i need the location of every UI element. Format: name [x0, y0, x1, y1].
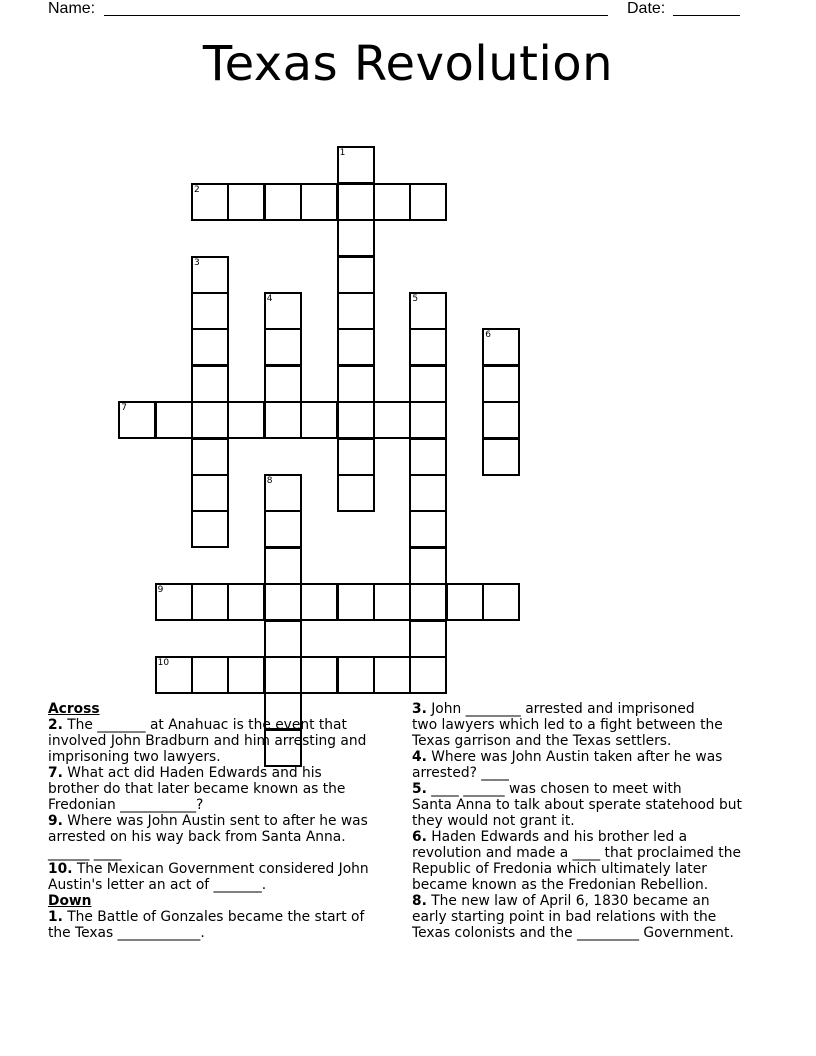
clue-line — [412, 797, 772, 813]
crossword-cell[interactable] — [337, 146, 375, 184]
clue-line — [412, 893, 772, 909]
clue-item — [412, 893, 772, 941]
clue-item-number: 7. — [48, 765, 63, 781]
crossword-cell[interactable] — [191, 365, 229, 403]
down-clue-list-continued — [412, 701, 772, 941]
clue-item-number: 10. — [48, 861, 73, 877]
clues-left-column — [48, 701, 398, 941]
crossword-cell[interactable] — [191, 183, 229, 221]
crossword-cell[interactable] — [409, 547, 447, 585]
crossword-cell[interactable] — [227, 401, 265, 439]
clue-item — [48, 717, 398, 765]
clue-number: 7 — [121, 403, 127, 414]
clue-number: 9 — [157, 585, 164, 596]
crossword-cell[interactable] — [264, 656, 302, 694]
clue-line — [412, 813, 772, 829]
clue-text: early starting point in bad relations with the — [412, 909, 717, 925]
crossword-cell[interactable] — [300, 183, 338, 221]
crossword-cell[interactable] — [409, 474, 447, 512]
crossword-cell[interactable] — [191, 656, 229, 694]
clue-text: brother do that later became known as the — [48, 781, 346, 797]
clue-item-number: 5. — [412, 781, 427, 797]
down-heading: Down — [48, 893, 92, 909]
clue-item-number: 9. — [48, 813, 63, 829]
clue-text: two lawyers which led to a fight between the — [412, 717, 723, 733]
clue-line — [412, 701, 772, 717]
crossword-cell[interactable] — [409, 583, 447, 621]
clue-item-number: 3. — [412, 701, 427, 717]
crossword-cell[interactable] — [409, 328, 447, 366]
crossword-cell[interactable] — [155, 656, 193, 694]
clue-text: What act did Haden Edwards and his — [67, 765, 322, 781]
crossword-cell[interactable] — [337, 292, 375, 330]
crossword-cell[interactable] — [482, 365, 520, 403]
clue-item — [48, 765, 398, 813]
crossword-cell[interactable] — [337, 401, 375, 439]
crossword-cell[interactable] — [446, 583, 484, 621]
crossword-cell[interactable] — [373, 183, 411, 221]
clue-text: Where was John Austin taken after he was — [431, 749, 723, 765]
clue-item — [48, 909, 398, 941]
crossword-cell[interactable] — [337, 219, 375, 257]
clue-line — [48, 813, 398, 829]
clue-text: Haden Edwards and his brother led a — [431, 829, 688, 845]
crossword-cell[interactable] — [300, 656, 338, 694]
clue-text: The Battle of Gonzales became the start of — [67, 909, 365, 925]
crossword-cell[interactable] — [227, 583, 265, 621]
crossword-cell[interactable] — [409, 438, 447, 476]
clue-line — [48, 797, 398, 813]
clue-text: The new law of April 6, 1830 became an — [431, 893, 710, 909]
clue-text: Fredonian ___________? — [48, 797, 204, 813]
clue-line — [412, 765, 772, 781]
crossword-cell[interactable] — [227, 183, 265, 221]
crossword-cell[interactable] — [264, 547, 302, 585]
crossword-cell[interactable] — [155, 583, 193, 621]
crossword-cell[interactable] — [264, 510, 302, 548]
crossword-cell[interactable] — [191, 292, 229, 330]
crossword-cell[interactable] — [373, 401, 411, 439]
clue-item-number: 2. — [48, 717, 63, 733]
crossword-cell[interactable] — [191, 401, 229, 439]
crossword-cell[interactable] — [191, 474, 229, 512]
clue-text: the Texas ____________. — [48, 925, 205, 941]
crossword-cell[interactable] — [191, 328, 229, 366]
crossword-cell[interactable] — [264, 328, 302, 366]
clue-line — [48, 861, 398, 877]
crossword-cell[interactable] — [409, 510, 447, 548]
across-heading: Across — [48, 701, 100, 717]
clue-text: became known as the Fredonian Rebellion. — [412, 877, 709, 893]
clue-line — [412, 845, 772, 861]
clue-item — [412, 701, 772, 749]
clue-text: they would not grant it. — [412, 813, 575, 829]
crossword-cell[interactable] — [300, 401, 338, 439]
clue-item — [412, 781, 772, 829]
crossword-cell[interactable] — [191, 438, 229, 476]
clue-number: 10 — [157, 658, 170, 668]
clue-text: John ________ arrested and imprisoned — [431, 701, 695, 717]
crossword-cell[interactable] — [191, 583, 229, 621]
clue-line — [412, 749, 772, 765]
clue-line — [48, 877, 398, 893]
clue-line — [412, 877, 772, 893]
crossword-cell[interactable] — [337, 474, 375, 512]
clue-line — [412, 717, 772, 733]
clue-number: 8 — [266, 476, 273, 486]
date-label: Date: — [627, 0, 666, 17]
crossword-cell[interactable] — [227, 656, 265, 694]
crossword-cell[interactable] — [337, 365, 375, 403]
clue-item — [412, 829, 772, 893]
clue-line — [48, 733, 398, 749]
clue-line — [48, 781, 398, 797]
crossword-cell[interactable] — [373, 656, 411, 694]
clue-text: Republic of Fredonia which ultimately later — [412, 861, 707, 877]
crossword-cell[interactable] — [337, 656, 375, 694]
crossword-cell[interactable] — [264, 292, 302, 330]
clue-item-number: 8. — [412, 893, 427, 909]
crossword-cell[interactable] — [409, 292, 447, 330]
crossword-cell[interactable] — [482, 328, 520, 366]
crossword-cell[interactable] — [337, 183, 375, 221]
crossword-cell[interactable] — [191, 256, 229, 294]
clue-line — [412, 909, 772, 925]
crossword-cell[interactable] — [409, 365, 447, 403]
clue-number: 1 — [339, 148, 346, 159]
clue-item-number: 1. — [48, 909, 63, 925]
crossword-cell[interactable] — [482, 438, 520, 476]
crossword-cell[interactable] — [264, 474, 302, 512]
clue-text: The _______ at Anahuac is the event that — [67, 717, 347, 733]
clue-text: Texas colonists and the _________ Government. — [412, 925, 734, 941]
clue-item — [48, 813, 398, 861]
clue-item-number: 4. — [412, 749, 427, 765]
clue-item-number: 6. — [412, 829, 427, 845]
crossword-cell[interactable] — [373, 583, 411, 621]
clue-item — [48, 861, 398, 893]
clue-number: 6 — [485, 330, 491, 341]
crossword-cell[interactable] — [337, 256, 375, 294]
clue-line — [48, 909, 398, 925]
crossword-cell[interactable] — [191, 510, 229, 548]
across-clue-list — [48, 717, 398, 893]
clue-line — [412, 829, 772, 845]
crossword-cell[interactable] — [409, 183, 447, 221]
name-label: Name: — [48, 0, 96, 17]
clue-text: Texas garrison and the Texas settlers. — [412, 733, 672, 749]
crossword-cell[interactable] — [300, 583, 338, 621]
crossword-cell[interactable] — [118, 401, 156, 439]
crossword-cell[interactable] — [264, 183, 302, 221]
clue-line — [48, 845, 398, 861]
crossword-cell[interactable] — [155, 401, 193, 439]
crossword-cell[interactable] — [264, 401, 302, 439]
crossword-cell[interactable] — [337, 328, 375, 366]
crossword-cell[interactable] — [409, 620, 447, 658]
crossword-cell[interactable] — [409, 401, 447, 439]
crossword-cell[interactable] — [264, 365, 302, 403]
clue-number: 5 — [412, 294, 419, 304]
clue-text: Where was John Austin sent to after he was — [67, 813, 368, 829]
clue-text: revolution and made a ____ that proclaimed the — [412, 845, 741, 861]
clue-line — [48, 765, 398, 781]
clue-number: 4 — [266, 294, 273, 304]
clue-line — [48, 829, 398, 845]
crossword-cell[interactable] — [337, 438, 375, 476]
crossword-cell[interactable] — [482, 583, 520, 621]
clue-text: imprisoning two lawyers. — [48, 749, 221, 765]
clue-line — [412, 925, 772, 941]
clue-text: arrested? ____ — [412, 765, 509, 781]
crossword-cell[interactable] — [264, 620, 302, 658]
down-clue-list — [48, 909, 398, 941]
clue-line — [48, 925, 398, 941]
clue-number: 3 — [194, 257, 200, 268]
clue-text: arrested on his way back from Santa Anna. — [48, 829, 346, 845]
clue-line — [412, 781, 772, 797]
clue-line — [48, 717, 398, 733]
clue-line — [412, 861, 772, 877]
crossword-cell[interactable] — [264, 583, 302, 621]
clue-text: The Mexican Government considered John — [76, 861, 369, 877]
clue-text: Santa Anna to talk about sperate statehood but — [412, 797, 742, 813]
page-title: Texas Revolution — [202, 36, 614, 92]
crossword-cell[interactable] — [482, 401, 520, 439]
clue-number: 2 — [194, 184, 200, 195]
clues-right-column — [412, 701, 772, 941]
crossword-cell[interactable] — [337, 583, 375, 621]
clue-line — [412, 733, 772, 749]
clue-text: ______ ____ — [48, 845, 122, 861]
clue-text: involved John Bradburn and him arresting and — [48, 733, 367, 749]
clue-text: ____ ______ was chosen to meet with — [431, 781, 682, 797]
clue-text: Austin's letter an act of _______. — [48, 877, 267, 893]
clue-item — [412, 749, 772, 781]
crossword-cell[interactable] — [409, 656, 447, 694]
clue-line — [48, 749, 398, 765]
